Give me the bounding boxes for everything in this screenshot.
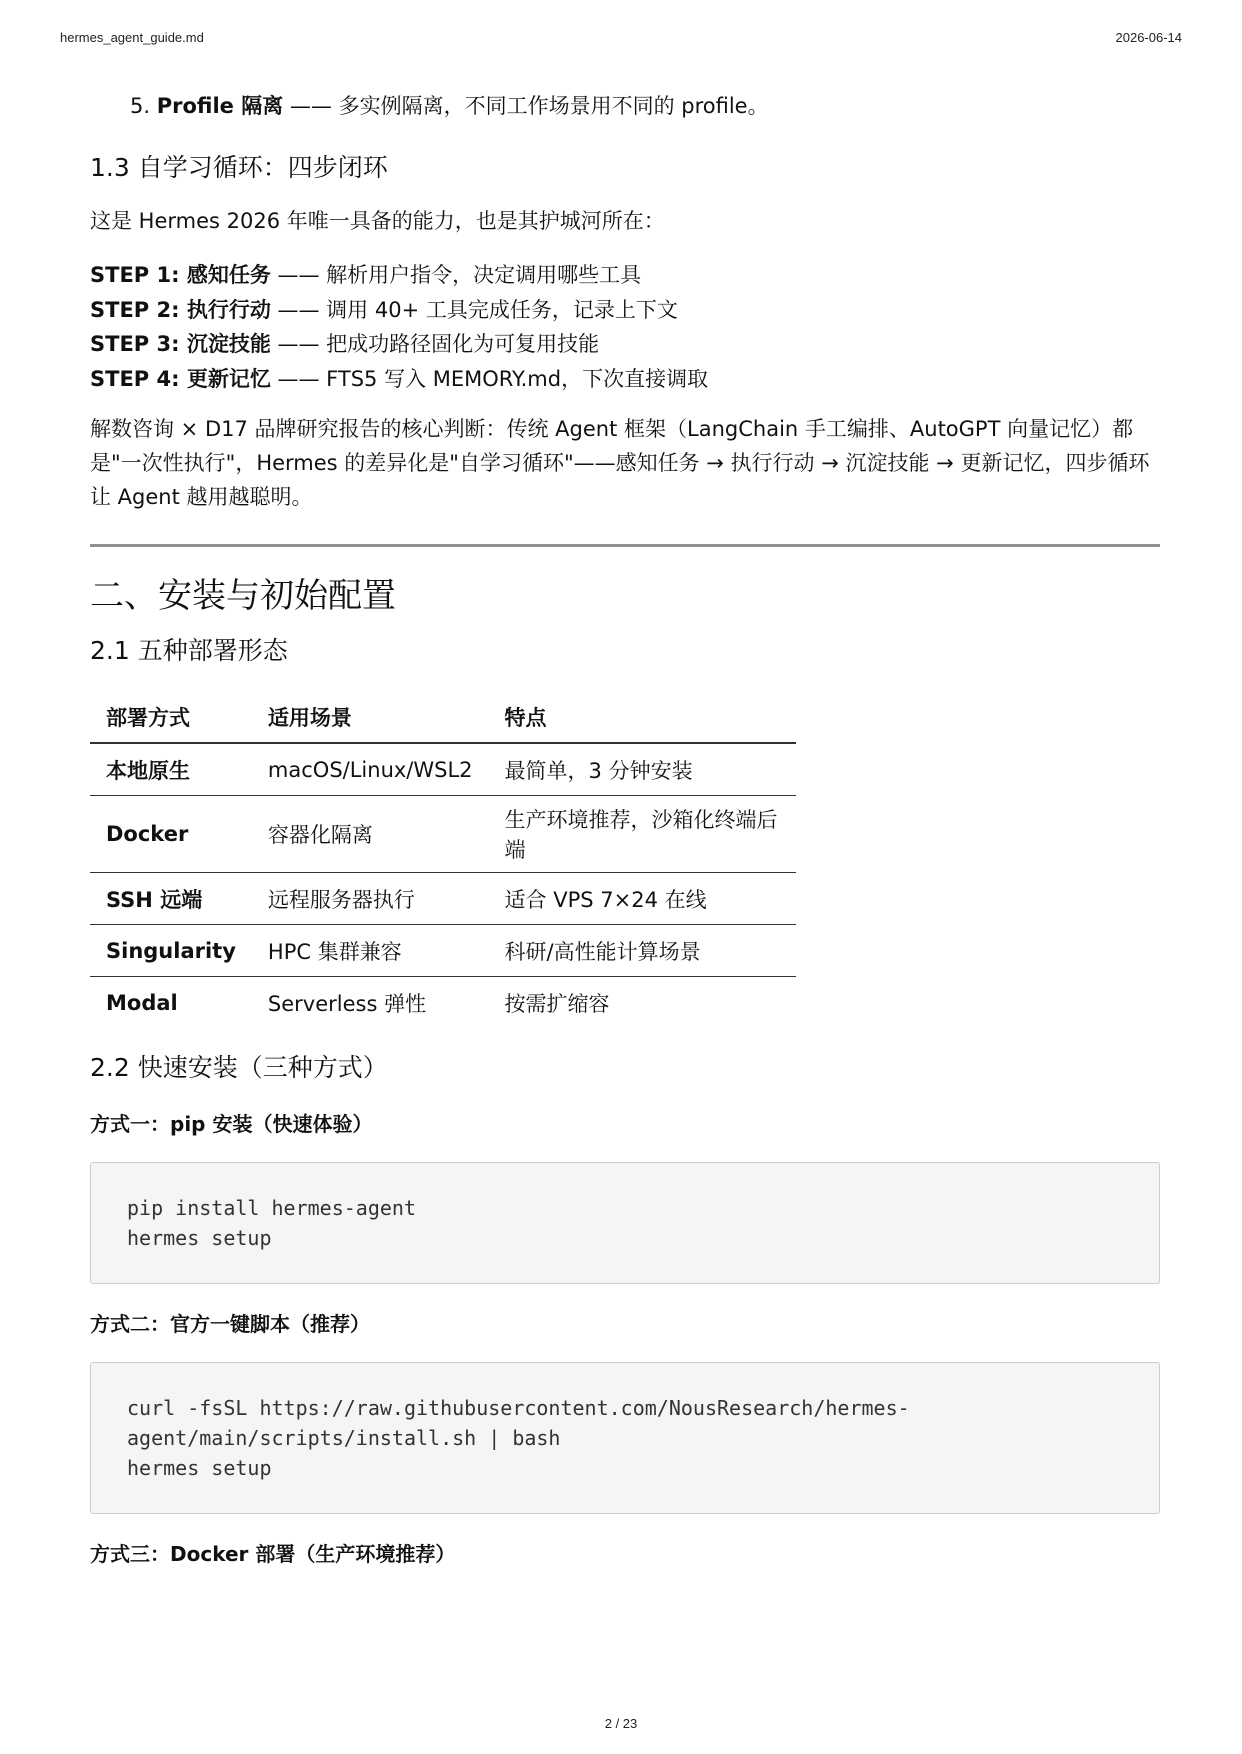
table-header-row (90, 691, 796, 743)
table-cell: 最简单，3 分钟安装 (489, 743, 796, 796)
method-1-heading: 方式一：pip 安装（快速体验） (90, 1112, 373, 1136)
step-list (90, 258, 1160, 396)
list-item-5 (130, 86, 1160, 126)
step-label: STEP 4: 更新记忆 (90, 366, 271, 391)
table-cell: 远程服务器执行 (252, 873, 489, 925)
list-item-bold: Profile 隔离 (156, 94, 284, 118)
step-3 (90, 327, 1160, 362)
step-text: —— 解析用户指令，决定调用哪些工具 (270, 263, 642, 287)
list-item-text: —— 多实例隔离，不同工作场景用不同的 profile。 (283, 94, 769, 118)
table-cell: SSH 远端 (90, 873, 252, 925)
step-text: —— 调用 40+ 工具完成任务，记录上下文 (270, 297, 678, 322)
table-cell: macOS/Linux/WSL2 (252, 743, 489, 796)
table-row (90, 925, 796, 977)
table-cell: 适合 VPS 7×24 在线 (489, 873, 796, 925)
document-body (90, 86, 1160, 1572)
table-row (90, 796, 796, 873)
table-row (90, 873, 796, 925)
table-cell: 科研/高性能计算场景 (489, 925, 796, 977)
section-2-2-heading: 2.2 快速安装（三种方式） (90, 1053, 388, 1082)
section-1-3-intro: 这是 Hermes 2026 年唯一具备的能力，也是其护城河所在： (90, 209, 665, 233)
horizontal-rule (90, 544, 1160, 547)
table-row (90, 977, 796, 1029)
header-filename: hermes_agent_guide.md (60, 30, 204, 45)
step-2 (90, 293, 1160, 328)
table-cell: Docker (90, 796, 252, 873)
step-text: —— FTS5 写入 MEMORY.md，下次直接调取 (270, 366, 709, 391)
code-block-pip[interactable]: pip install hermes-agent hermes setup (90, 1162, 1160, 1284)
section-1-3-heading: 1.3 自学习循环：四步闭环 (90, 153, 388, 182)
step-text: —— 把成功路径固化为可复用技能 (270, 332, 600, 356)
section-1-3-summary: 解数咨询 × D17 品牌研究报告的核心判断：传统 Agent 框架（LangChain 手工编排、AutoGPT 向量记忆）都是"一次性执行"，Hermes 的差异化是"自学习循环"——感知任务 → 执行行动 → 沉淀技能 → 更新记忆，四步循环让 Agent 越用越聪明。 (90, 417, 1150, 509)
step-label: STEP 2: 执行行动 (90, 297, 271, 322)
table-cell: 容器化隔离 (252, 796, 489, 873)
table-header-cell: 适用场景 (252, 691, 489, 743)
table-row (90, 743, 796, 796)
list-number: 5. (130, 94, 151, 118)
table-cell: Singularity (90, 925, 252, 977)
page-number: 2 / 23 (604, 1716, 638, 1731)
method-3-heading: 方式三：Docker 部署（生产环境推荐） (90, 1542, 456, 1566)
header-date: 2026-06-14 (1115, 30, 1182, 45)
table-cell: 本地原生 (90, 743, 252, 796)
code-block-curl[interactable]: curl -fsSL https://raw.githubusercontent.com/NousResearch/hermes- agent/main/scripts/install.sh | bash hermes setup (90, 1362, 1160, 1514)
step-4 (90, 362, 1160, 397)
table-cell: 按需扩缩容 (504, 991, 610, 1016)
table-cell: Serverless 弹性 (267, 991, 427, 1016)
step-label: STEP 1: 感知任务 (90, 263, 271, 287)
table-header-cell: 特点 (489, 691, 796, 743)
table-cell: HPC 集群兼容 (252, 925, 489, 977)
step-1 (90, 258, 1160, 293)
table-cell: 生产环境推荐，沙箱化终端后端 (489, 796, 796, 873)
table-header-cell: 部署方式 (90, 691, 252, 743)
method-2-heading: 方式二：官方一键脚本（推荐） (90, 1312, 370, 1336)
step-label: STEP 3: 沉淀技能 (90, 332, 271, 356)
section-2-heading: 二、安装与初始配置 (90, 576, 396, 616)
deployment-table (90, 691, 796, 1028)
section-2-1-heading: 2.1 五种部署形态 (90, 636, 288, 665)
table-cell: Modal (106, 990, 178, 1015)
